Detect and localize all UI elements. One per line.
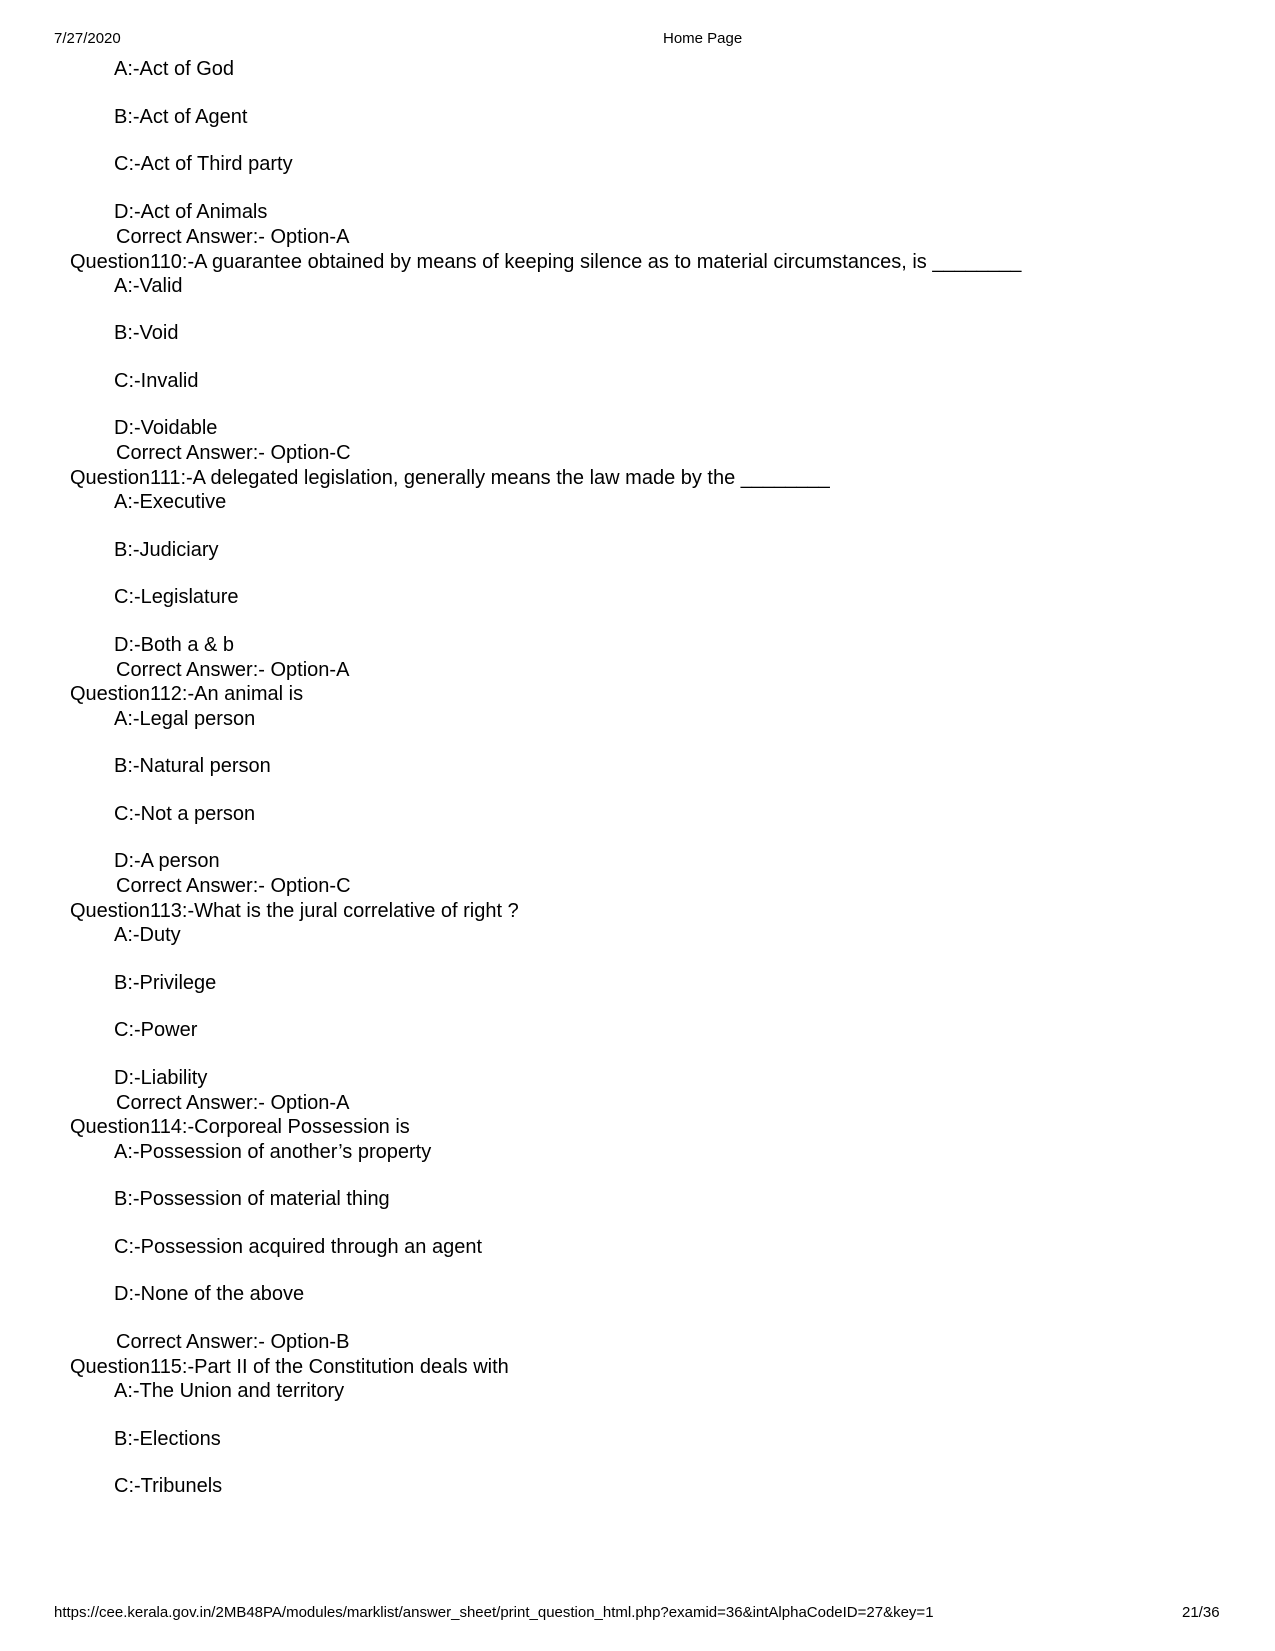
option-d: D:-Voidable — [114, 417, 218, 439]
option-c: C:-Invalid — [114, 370, 199, 392]
page-title: Home Page — [663, 30, 743, 47]
option-b: B:-Natural person — [114, 755, 271, 777]
option-a: A:-Duty — [114, 924, 181, 946]
option-d: D:-None of the above — [114, 1283, 305, 1305]
option-b: B:-Elections — [114, 1428, 221, 1450]
correct-answer: Correct Answer:- Option-B — [116, 1331, 350, 1353]
option-b: B:-Void — [114, 322, 179, 344]
question-113: Question113:-What is the jural correlative of right ? — [70, 900, 519, 922]
page-number: 21/36 — [1182, 1604, 1220, 1621]
option-c: C:-Power — [114, 1019, 198, 1041]
option-b: B:-Act of Agent — [114, 106, 248, 128]
option-b: B:-Judiciary — [114, 539, 219, 561]
correct-answer: Correct Answer:- Option-A — [116, 226, 350, 248]
option-c: C:-Not a person — [114, 803, 256, 825]
option-a: A:-Act of God — [114, 58, 235, 80]
page-url: https://cee.kerala.gov.in/2MB48PA/modules/marklist/answer_sheet/print_question_html.php?examid=36&intAlphaCodeID=27&key=1 — [54, 1604, 934, 1621]
correct-answer: Correct Answer:- Option-A — [116, 1092, 350, 1114]
question-112: Question112:-An animal is — [70, 683, 304, 705]
print-date: 7/27/2020 — [54, 30, 121, 47]
option-c: C:-Tribunels — [114, 1475, 223, 1497]
option-a: A:-Valid — [114, 275, 183, 297]
question-110: Question110:-A guarantee obtained by means of keeping silence as to material circumstances, is ________ — [70, 251, 1022, 273]
option-d: D:-Act of Animals — [114, 201, 268, 223]
option-a: A:-Legal person — [114, 708, 256, 730]
option-a: A:-The Union and territory — [114, 1380, 345, 1402]
option-a: A:-Executive — [114, 491, 227, 513]
correct-answer: Correct Answer:- Option-A — [116, 659, 350, 681]
option-c: C:-Act of Third party — [114, 153, 293, 175]
question-115: Question115:-Part II of the Constitution deals with — [70, 1356, 509, 1378]
question-114: Question114:-Corporeal Possession is — [70, 1116, 410, 1138]
option-b: B:-Privilege — [114, 972, 217, 994]
option-c: C:-Legislature — [114, 586, 239, 608]
correct-answer: Correct Answer:- Option-C — [116, 875, 351, 897]
option-d: D:-Both a & b — [114, 634, 235, 656]
option-b: B:-Possession of material thing — [114, 1188, 390, 1210]
question-111: Question111:-A delegated legislation, generally means the law made by the ________ — [70, 467, 830, 489]
option-a: A:-Possession of another’s property — [114, 1141, 432, 1163]
correct-answer: Correct Answer:- Option-C — [116, 442, 351, 464]
option-d: D:-Liability — [114, 1067, 208, 1089]
option-c: C:-Possession acquired through an agent — [114, 1236, 483, 1258]
option-d: D:-A person — [114, 850, 220, 872]
